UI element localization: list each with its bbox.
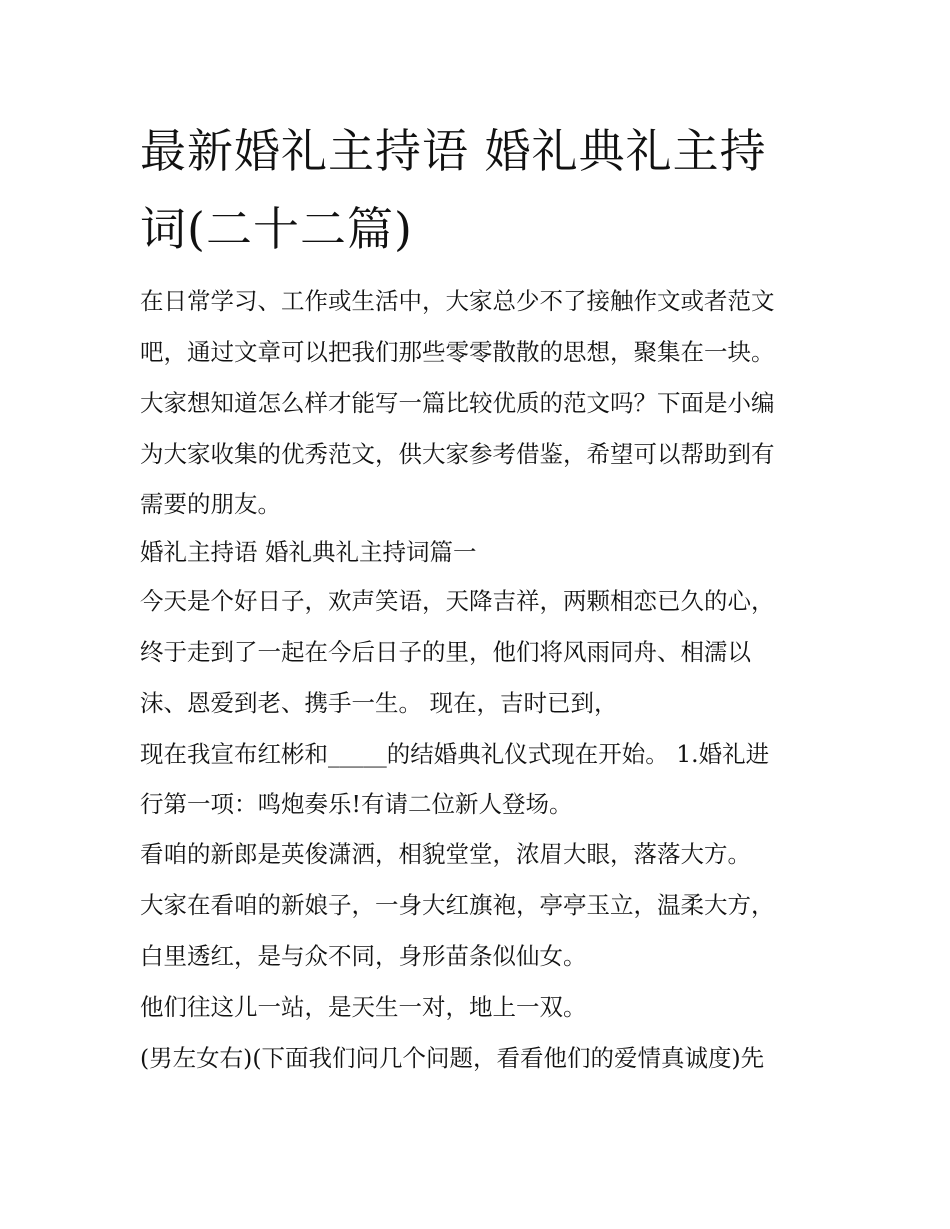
title-line-1: 最新婚礼主持语 婚礼典礼主持 [140,124,767,178]
section-heading: 婚礼主持语 婚礼典礼主持词篇一 [140,538,477,566]
body-line: 吧，通过文章可以把我们那些零零散散的思想，聚集在一块。 [140,338,775,366]
body-line: 行第一项：鸣炮奏乐!有请二位新人登场。 [140,790,573,818]
body-line: 今天是个好日子，欢声笑语，天降吉祥，两颗相恋已久的心， [140,587,775,615]
body-line: 沫、恩爱到老、携手一生。 现在，吉时已到， [140,689,618,717]
body-line: 在日常学习、工作或生活中，大家总少不了接触作文或者范文 [140,287,775,315]
body-line: 为大家收集的优秀范文，供大家参考借鉴，希望可以帮助到有 [140,440,775,468]
body-line: 他们往这儿一站，是天生一对，地上一双。 [140,993,587,1021]
body-line: 大家想知道怎么样才能写一篇比较优质的范文吗？下面是小编 [140,389,775,417]
body-line: 需要的朋友。 [140,490,281,518]
document-body [140,276,820,1084]
body-line: 终于走到了一起在今后日子的里，他们将风雨同舟、相濡以 [140,638,751,666]
body-line: 看咱的新郎是英俊潇洒，相貌堂堂，浓眉大眼，落落大方。 [140,840,751,868]
document-title [140,112,820,268]
body-line: 白里透红，是与众不同，身形苗条似仙女。 [140,942,587,970]
body-line: 现在我宣布红彬和_____的结婚典礼仪式现在开始。 1.婚礼进 [140,740,770,768]
body-line: (男左女右)(下面我们问几个问题，看看他们的爱情真诚度)先 [140,1044,765,1072]
body-line: 大家在看咱的新娘子，一身大红旗袍，亭亭玉立，温柔大方， [140,891,775,919]
title-line-2: 词(二十二篇) [140,202,413,256]
